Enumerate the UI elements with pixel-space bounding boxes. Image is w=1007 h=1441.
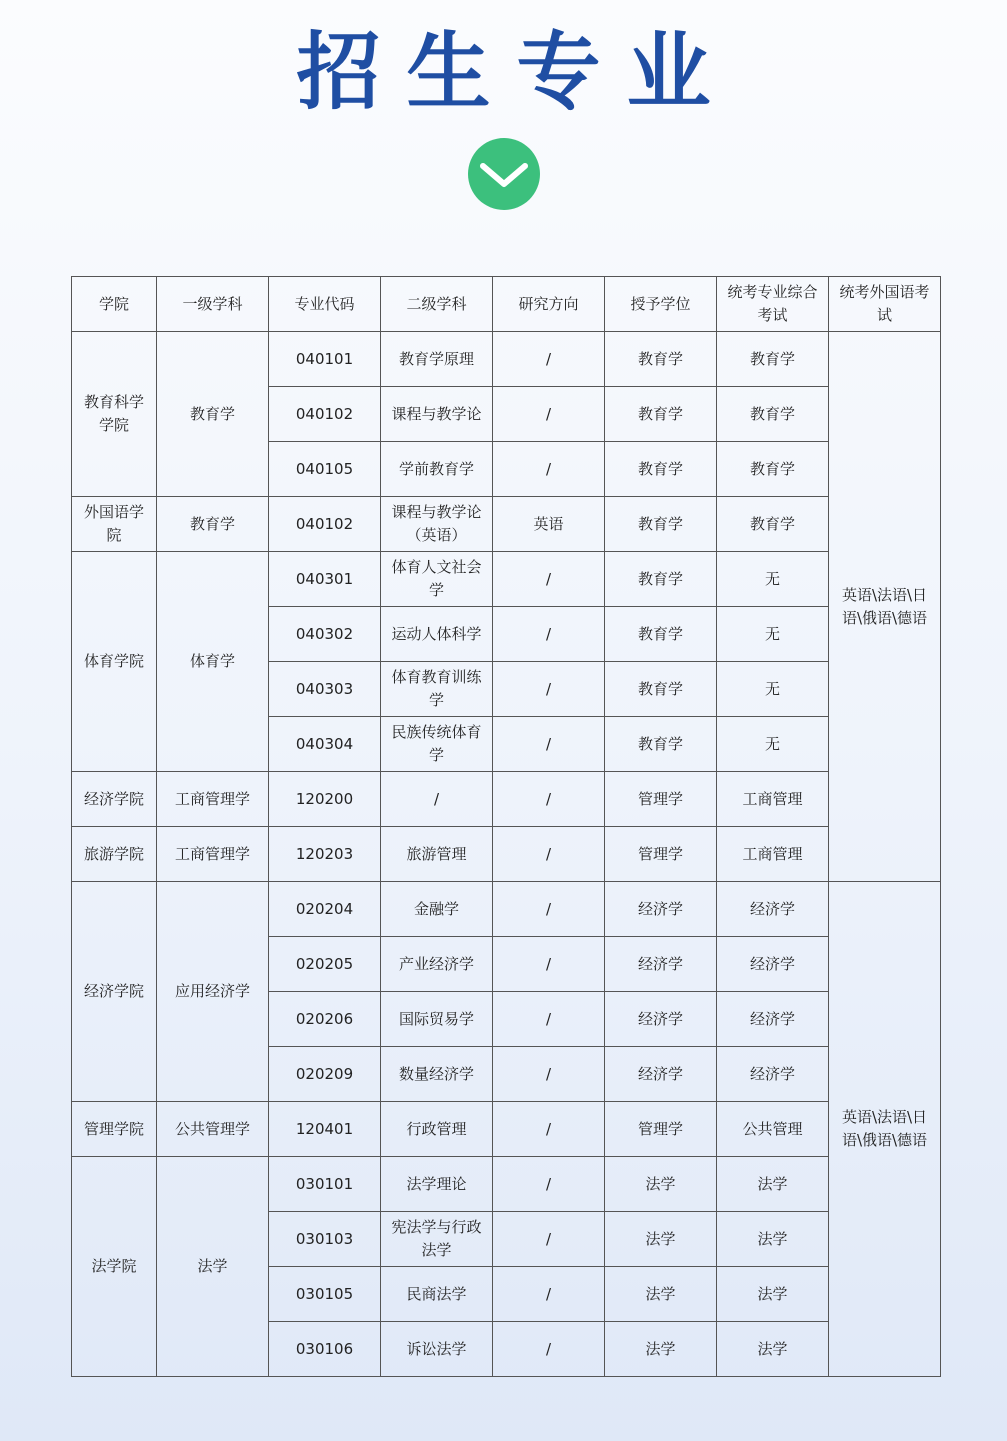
sub-discipline-cell: 教育学原理 <box>381 332 493 387</box>
direction-cell: / <box>493 827 605 882</box>
code-cell: 040302 <box>269 607 381 662</box>
header-code: 专业代码 <box>269 277 381 332</box>
header-foreign-exam: 统考外国语考试 <box>829 277 941 332</box>
sub-discipline-cell: 行政管理 <box>381 1102 493 1157</box>
sub-discipline-cell: 学前教育学 <box>381 442 493 497</box>
direction-cell: / <box>493 662 605 717</box>
college-cell: 经济学院 <box>72 772 157 827</box>
college-cell: 管理学院 <box>72 1102 157 1157</box>
sub-discipline-cell: 数量经济学 <box>381 1047 493 1102</box>
discipline-cell: 工商管理学 <box>157 827 269 882</box>
direction-cell: / <box>493 717 605 772</box>
direction-cell: 英语 <box>493 497 605 552</box>
header-exam: 统考专业综合考试 <box>717 277 829 332</box>
degree-cell: 管理学 <box>605 772 717 827</box>
exam-cell: 法学 <box>717 1322 829 1377</box>
code-cell: 020206 <box>269 992 381 1047</box>
sub-discipline-cell: 产业经济学 <box>381 937 493 992</box>
code-cell: 020209 <box>269 1047 381 1102</box>
college-cell: 教育科学学院 <box>72 332 157 497</box>
page-title: 招生专业 <box>296 23 737 121</box>
degree-cell: 管理学 <box>605 827 717 882</box>
table-row <box>72 882 941 937</box>
code-cell: 020205 <box>269 937 381 992</box>
table-row <box>72 772 941 827</box>
exam-cell: 无 <box>717 717 829 772</box>
direction-cell: / <box>493 1212 605 1267</box>
table-row <box>72 1102 941 1157</box>
sub-discipline-cell: 宪法学与行政法学 <box>381 1212 493 1267</box>
exam-cell: 无 <box>717 662 829 717</box>
degree-cell: 法学 <box>605 1157 717 1212</box>
degree-cell: 经济学 <box>605 882 717 937</box>
degree-cell: 经济学 <box>605 1047 717 1102</box>
direction-cell: / <box>493 1267 605 1322</box>
checkmark-icon <box>468 138 540 210</box>
college-cell: 法学院 <box>72 1157 157 1377</box>
discipline-cell: 教育学 <box>157 332 269 497</box>
sub-discipline-cell: 体育人文社会学 <box>381 552 493 607</box>
sub-discipline-cell: 旅游管理 <box>381 827 493 882</box>
code-cell: 020204 <box>269 882 381 937</box>
sub-discipline-cell: / <box>381 772 493 827</box>
sub-discipline-cell: 体育教育训练学 <box>381 662 493 717</box>
college-cell: 旅游学院 <box>72 827 157 882</box>
header-college: 学院 <box>72 277 157 332</box>
degree-cell: 法学 <box>605 1267 717 1322</box>
majors-table <box>71 276 941 1377</box>
discipline-cell: 法学 <box>157 1157 269 1377</box>
direction-cell: / <box>493 1102 605 1157</box>
code-cell: 120200 <box>269 772 381 827</box>
direction-cell: / <box>493 387 605 442</box>
exam-cell: 教育学 <box>717 332 829 387</box>
direction-cell: / <box>493 992 605 1047</box>
code-cell: 030103 <box>269 1212 381 1267</box>
exam-cell: 教育学 <box>717 497 829 552</box>
degree-cell: 教育学 <box>605 552 717 607</box>
table-row <box>72 827 941 882</box>
direction-cell: / <box>493 552 605 607</box>
sub-discipline-cell: 法学理论 <box>381 1157 493 1212</box>
header-direction: 研究方向 <box>493 277 605 332</box>
code-cell: 120401 <box>269 1102 381 1157</box>
code-cell: 030101 <box>269 1157 381 1212</box>
college-cell: 经济学院 <box>72 882 157 1102</box>
degree-cell: 教育学 <box>605 717 717 772</box>
discipline-cell: 应用经济学 <box>157 882 269 1102</box>
degree-cell: 管理学 <box>605 1102 717 1157</box>
degree-cell: 教育学 <box>605 442 717 497</box>
sub-discipline-cell: 课程与教学论 <box>381 387 493 442</box>
foreign-exam-cell: 英语\法语\日语\俄语\德语 <box>829 882 941 1377</box>
code-cell: 040101 <box>269 332 381 387</box>
exam-cell: 公共管理 <box>717 1102 829 1157</box>
direction-cell: / <box>493 772 605 827</box>
sub-discipline-cell: 金融学 <box>381 882 493 937</box>
direction-cell: / <box>493 937 605 992</box>
header-discipline: 一级学科 <box>157 277 269 332</box>
table-row <box>72 497 941 552</box>
sub-discipline-cell: 运动人体科学 <box>381 607 493 662</box>
code-cell: 120203 <box>269 827 381 882</box>
exam-cell: 法学 <box>717 1267 829 1322</box>
header-sub-discipline: 二级学科 <box>381 277 493 332</box>
exam-cell: 法学 <box>717 1157 829 1212</box>
college-cell: 体育学院 <box>72 552 157 772</box>
table-row <box>72 1157 941 1212</box>
sub-discipline-cell: 课程与教学论（英语） <box>381 497 493 552</box>
degree-cell: 法学 <box>605 1212 717 1267</box>
code-cell: 040301 <box>269 552 381 607</box>
exam-cell: 工商管理 <box>717 772 829 827</box>
table-header-row <box>72 277 941 332</box>
direction-cell: / <box>493 1047 605 1102</box>
exam-cell: 教育学 <box>717 442 829 497</box>
code-cell: 040105 <box>269 442 381 497</box>
discipline-cell: 公共管理学 <box>157 1102 269 1157</box>
degree-cell: 经济学 <box>605 992 717 1047</box>
direction-cell: / <box>493 1157 605 1212</box>
exam-cell: 无 <box>717 607 829 662</box>
code-cell: 030106 <box>269 1322 381 1377</box>
exam-cell: 无 <box>717 552 829 607</box>
code-cell: 040102 <box>269 497 381 552</box>
header-degree: 授予学位 <box>605 277 717 332</box>
direction-cell: / <box>493 882 605 937</box>
degree-cell: 教育学 <box>605 662 717 717</box>
table-row <box>72 552 941 607</box>
exam-cell: 工商管理 <box>717 827 829 882</box>
sub-discipline-cell: 国际贸易学 <box>381 992 493 1047</box>
sub-discipline-cell: 民商法学 <box>381 1267 493 1322</box>
exam-cell: 经济学 <box>717 1047 829 1102</box>
exam-cell: 法学 <box>717 1212 829 1267</box>
code-cell: 040102 <box>269 387 381 442</box>
discipline-cell: 工商管理学 <box>157 772 269 827</box>
foreign-exam-cell: 英语\法语\日语\俄语\德语 <box>829 332 941 882</box>
exam-cell: 教育学 <box>717 387 829 442</box>
college-cell: 外国语学院 <box>72 497 157 552</box>
sub-discipline-cell: 民族传统体育学 <box>381 717 493 772</box>
direction-cell: / <box>493 332 605 387</box>
direction-cell: / <box>493 442 605 497</box>
exam-cell: 经济学 <box>717 992 829 1047</box>
degree-cell: 经济学 <box>605 937 717 992</box>
exam-cell: 经济学 <box>717 937 829 992</box>
degree-cell: 教育学 <box>605 387 717 442</box>
code-cell: 040304 <box>269 717 381 772</box>
direction-cell: / <box>493 1322 605 1377</box>
degree-cell: 教育学 <box>605 497 717 552</box>
code-cell: 040303 <box>269 662 381 717</box>
discipline-cell: 教育学 <box>157 497 269 552</box>
degree-cell: 教育学 <box>605 332 717 387</box>
degree-cell: 法学 <box>605 1322 717 1377</box>
sub-discipline-cell: 诉讼法学 <box>381 1322 493 1377</box>
exam-cell: 经济学 <box>717 882 829 937</box>
code-cell: 030105 <box>269 1267 381 1322</box>
degree-cell: 教育学 <box>605 607 717 662</box>
direction-cell: / <box>493 607 605 662</box>
discipline-cell: 体育学 <box>157 552 269 772</box>
table-row <box>72 332 941 387</box>
